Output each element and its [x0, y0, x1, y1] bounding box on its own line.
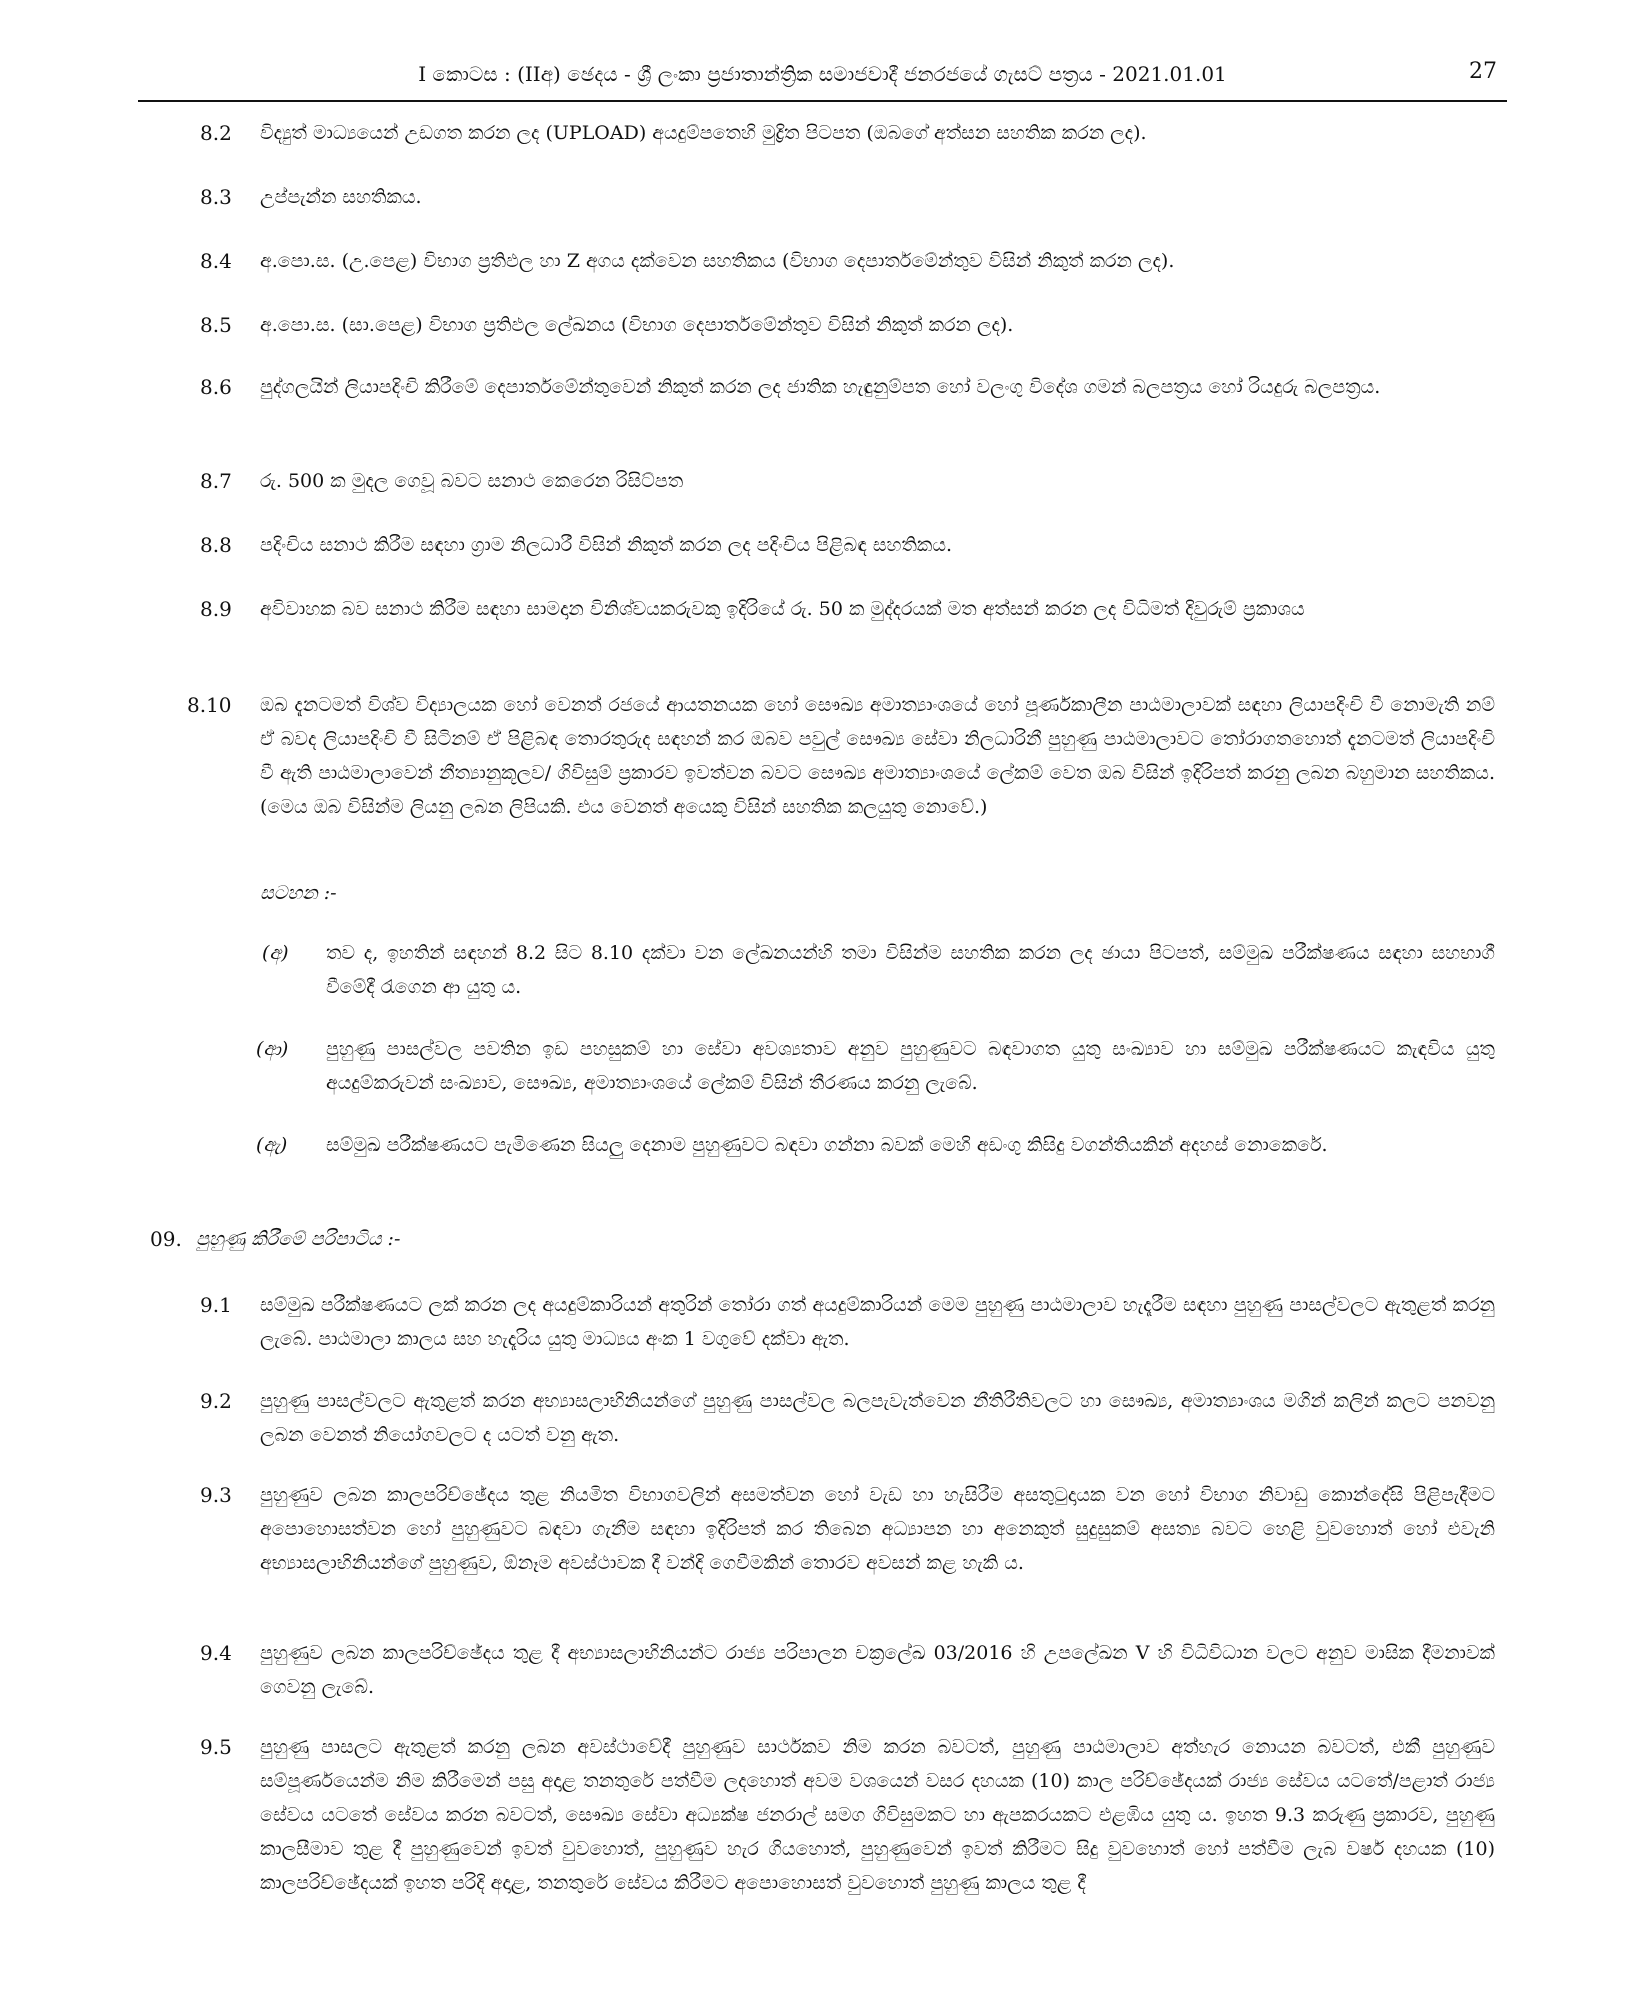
- item-number: 8.5: [200, 313, 232, 337]
- item-number: 9.1: [200, 1293, 232, 1317]
- item-text: පුහුණු පාසල්වලට ඇතුළත් කරන අභ්‍යාසලාභිනියන්ගේ පුහුණු පාසල්වල බලපැවැත්වෙන නීතිරීතිවලට හා සෞඛ්‍ය, අමාත්‍යාංශය මගින් කලින් කලට පනවනු ලබන වෙනත් නියෝගවලට ද යටත් වනු ඇත.: [260, 1390, 1495, 1446]
- item-text: විද්‍යුත් මාධ්‍යයෙන් උඩගත කරන ලද (UPLOAD) අයදුම්පතෙහි මුද්‍රිත පිටපත (ඔබගේ අත්සන සහතික කරන ලද).: [260, 122, 1147, 144]
- item-text: උප්පැන්න සහතිකය.: [260, 186, 422, 208]
- item-number: 8.3: [200, 185, 232, 209]
- note-item-text: පුහුණු පාසල්වල පවතින ඉඩ පහසුකම් හා සේවා අවශ්‍යතාව අනුව පුහුණුවට බඳවාගත යුතු සංඛ්‍යාව හා සම්මුඛ පරීක්ෂණයට කැඳවිය යුතු අයදුම්කරුවන් සංඛ්‍යාව, සෞඛ්‍ය, අමාත්‍යාංශයේ ලේකම් විසින් තීරණය කරනු ලැබේ.: [326, 1038, 1495, 1094]
- item-number: 8.2: [200, 121, 232, 145]
- note-item-label: (අ): [262, 942, 289, 964]
- page-number: 27: [1469, 59, 1497, 84]
- item-text: පුද්ගලයින් ලියාපදිංචි කිරීමේ දෙපාර්තමේන්තුවෙන් නිකුත් කරන ලද ජාතික හැඳුනුම්පත හෝ වලංගු විදේශ ගමන් බලපත්‍රය හෝ රියදුරු බලපත්‍රය.: [260, 376, 1381, 398]
- item-number: 9.5: [200, 1735, 232, 1759]
- item-number: 9.2: [200, 1389, 232, 1413]
- item-text: පදිංචිය සනාථ කිරීම සඳහා ග්‍රාම නිලධාරී විසින් නිකුත් කරන ලද පදිංචිය පිළිබඳ සහතිකය.: [260, 534, 953, 556]
- item-text: අ.පො.ස. (සා.පෙළ) විභාග ප්‍රතිඵල ලේඛනය (විභාග දෙපාර්තමේන්තුව විසින් නිකුත් කරන ලද).: [260, 314, 1014, 336]
- item-text: පුහුණුව ලබන කාලපරිච්ඡේදය තුළ දී අභ්‍යාසලාභිනියන්ට රාජ්‍ය පරිපාලන චක්‍රලේඛ 03/2016 හි උපලේඛන V හි විධිවිධාන වලට අනුව මාසික දීමනාවක් ගෙවනු ලැබේ.: [260, 1642, 1495, 1698]
- gazette-header-title: I කොටස : (IIඅ) ඡෙදය - ශ්‍රී ලංකා ප්‍රජාතාන්ත්‍රික සමාජවාදී ජනරජයේ ගැසට් පත්‍රය - 2021.01.01: [418, 62, 1227, 86]
- item-number: 8.9: [200, 597, 232, 621]
- item-number: 8.8: [200, 533, 232, 557]
- item-number: 8.6: [200, 375, 232, 399]
- note-item-text: සම්මුඛ පරීක්ෂණයට පැමිණෙන සියලු දෙනාම පුහුණුවට බඳවා ගන්නා බවක් මෙහි අඩංගු කිසිදු වගන්තියකින් අදහස් නොකෙරේ.: [326, 1134, 1328, 1156]
- note-item-label: (ආ): [256, 1038, 289, 1060]
- note-heading: සටහන :-: [260, 882, 337, 904]
- section-number: 09.: [150, 1227, 182, 1251]
- item-number: 8.7: [200, 469, 232, 493]
- section-title: පුහුණු කිරීමේ පරිපාටිය :-: [196, 1228, 401, 1250]
- note-item-text: තව ද, ඉහතින් සඳහන් 8.2 සිට 8.10 දක්වා වන ලේඛනයන්හි තමා විසින්ම සහතික කරන ලද ඡායා පිටපත්, සම්මුඛ පරීක්ෂණය සඳහා සහභාගී වීමේදී රැගෙන ආ යුතු ය.: [326, 942, 1495, 998]
- item-text: පුහුණුව ලබන කාලපරිච්ඡේදය තුළ නියමිත විභාගවලින් අසමත්වන හෝ වැඩ හා හැසිරීම අසතුටුදායක වන හෝ විභාග නිවාඩු කොන්දේසි පිළිපැදීමට අපොහොසත්වන හෝ පුහුණුවට බඳවා ගැනීම සඳහා ඉදිරිපත් කර තිබෙන අධ්‍යාපන හා අනෙකුත් සුදුසුකම් අසත්‍ය බවට හෙළි වුවහොත් හෝ එවැනි අභ්‍යාසලාභිනියන්ගේ පුහුණුව, ඕනෑම අවස්ථාවක දී වන්දි ගෙවීමකින් තොරව අවසන් කළ හැකි ය.: [260, 1484, 1495, 1574]
- item-text: අවිවාහක බව සනාථ කිරීම සඳහා සාමදාන විනිශ්චයකරුවකු ඉදිරියේ රු. 50 ක මුද්දරයක් මත අත්සන් කරන ලද විධිමත් දිවුරුම් ප්‍රකාශය: [260, 598, 1305, 620]
- item-number: 8.4: [200, 249, 232, 273]
- item-number: 9.3: [200, 1483, 232, 1507]
- item-text: රු. 500 ක මුදල ගෙවූ බවට සනාථ කෙරෙන රිසිට්පත: [260, 470, 684, 492]
- item-number: 8.10: [187, 693, 232, 717]
- page-header: [138, 52, 1507, 102]
- item-number: 9.4: [200, 1641, 232, 1665]
- item-text: පුහුණු පාසලට ඇතුළත් කරනු ලබන අවස්ථාවේදී පුහුණුව සාර්ථකව නිම කරන බවටත්, පුහුණු පාඨමාලාව අත්හැර නොයන බවටත්, එකී පුහුණුව සම්පූර්ණයෙන්ම නිම කිරීමෙන් පසු අදාළ තනතුරේ පත්වීම ලදහොත් අවම වශයෙන් වසර දහයක (10) කාල පරිච්ඡේදයක් රාජ්‍ය සේවය යටතේ/පළාත් රාජ්‍ය සේවය යටතේ සේවය කරන බවටත්, සෞඛ්‍ය සේවා අධ්‍යක්ෂ ජනරාල් සමග ගිවිසුමකට හා ඇපකරයකට එළඹිය යුතු ය. ඉහත 9.3 කරුණු ප්‍රකාරව, පුහුණු කාලසීමාව තුළ දී පුහුණුවෙන් ඉවත් වුවහොත්, පුහුණුව හැර ගියහොත්, පුහුණුවෙන් ඉවත් කිරීමට සිදු වුවහොත් හෝ පත්වීම ලැබ වර්ෂ දහයක (10) කාලපරිච්ඡේදයක් ඉහත පරිදි අදාළ, තනතුරේ සේවය කිරීමට අපොහොසත් වුවහොත් පුහුණු කාලය තුළ දී: [260, 1736, 1495, 1894]
- item-text: අ.පො.ස. (උ.පෙළ) විභාග ප්‍රතිඵල හා Z අගය දක්වෙන සහතිකය (විභාග දෙපාර්තමේන්තුව විසින් නිකුත් කරන ලද).: [260, 250, 1175, 272]
- note-item-label: (ඇ): [256, 1134, 288, 1156]
- item-text: සම්මුඛ පරීක්ෂණයට ලක් කරන ලද අයදුම්කාරියන් අතුරින් තෝරා ගත් අයදුම්කාරියන් මෙම පුහුණු පාඨමාලාව හැදෑරීම සඳහා පුහුණු පාසල්වලට ඇතුළත් කරනු ලැබේ. පාඨමාලා කාලය සහ හැදෑරිය යුතු මාධ්‍යය අංක 1 වගුවේ දක්වා ඇත.: [260, 1294, 1495, 1350]
- item-text: ඔබ දැනටමත් විශ්ව විද්‍යාලයක හෝ වෙනත් රජයේ ආයතනයක හෝ සෞඛ්‍ය අමාත්‍යාංශයේ හෝ පූර්ණකාලීන පාඨමාලාවක් සඳහා ලියාපදිංචි වී නොමැති නම් ඒ බවද ලියාපදිංචි වී සිටිනම් ඒ පිළිබඳ තොරතුරුද සඳහන් කර ඔබව පවුල් සෞඛ්‍ය සේවා නිලධාරිනී පුහුණු පාඨමාලාවට තෝරාගතහොත් දැනටමත් ලියාපදිංචි වී ඇති පාඨමාලාවෙන් නීත්‍යානුකූලව/ ගිවිසුම් ප්‍රකාරව ඉවත්වන බවට සෞඛ්‍ය අමාත්‍යාංශයේ ලේකම් වෙත ඔබ විසින් ඉදිරිපත් කරනු ලබන බහුමාන සහතිකය. (මෙය ඔබ විසින්ම ලියනු ලබන ලිපියකි. එය වෙනත් අයෙකු විසින් සහතික කලයුතු නොවේ.): [260, 694, 1495, 818]
